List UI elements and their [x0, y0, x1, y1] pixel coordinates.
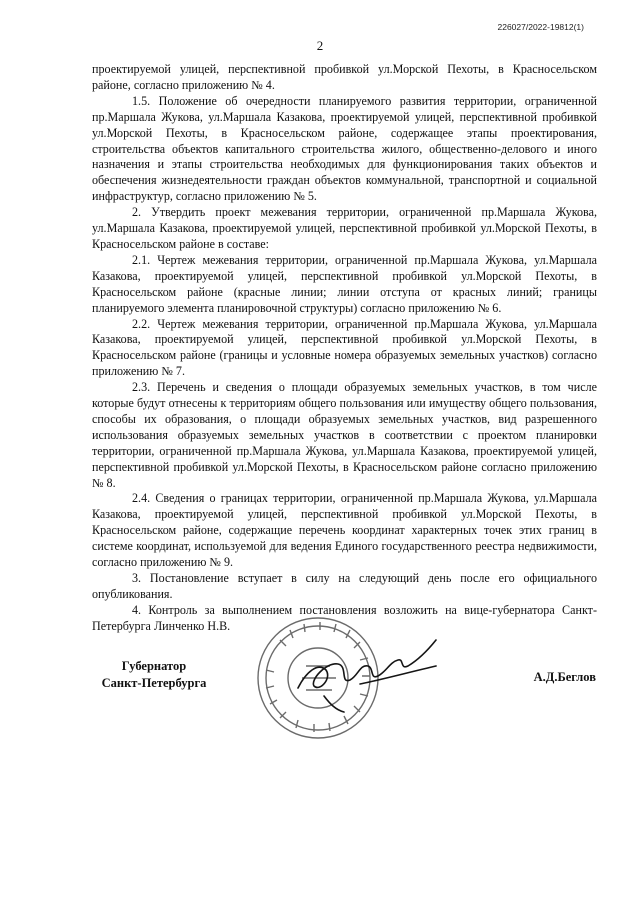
- official-seal-and-signature: [240, 600, 450, 740]
- signatory-title-line2: Санкт-Петербурга: [101, 676, 207, 690]
- paragraph-4: 4. Контроль за выполнением постановления возложить на вице-губернатора Санкт-Петербурга Линченко Н.В.: [92, 602, 597, 633]
- paragraph-continuation: проектируемой улицей, перспективной пробивкой ул.Морской Пехоты, в Красносельском районе, согласно приложению № 4.: [92, 62, 597, 92]
- paragraph-2-2: 2.2. Чертеж межевания территории, ограниченной пр.Маршала Жукова, ул.Маршала Казакова, проектируемой улицей, перспективной пробивкой ул.Морской Пехоты, в Красносельском районе (границы и условные номера образуемых земельных участков) согласно приложению № 7.: [92, 316, 597, 379]
- signatory-title: [92, 658, 216, 692]
- document-number: 226027/2022-19812(1): [497, 22, 584, 32]
- paragraph-3: 3. Постановление вступает в силу на следующий день после его официального опубликования.: [92, 571, 597, 601]
- paragraph-2-1: 2.1. Чертеж межевания территории, ограниченной пр.Маршала Жукова, ул.Маршала Казакова, проектируемой улицей, перспективной пробивкой ул.Морской Пехоты, в Красносельском районе (красные линии; линии отступа от красных линий; границы планируемого элемента планировочной структуры) согласно приложению № 6.: [92, 252, 597, 315]
- round-seal: [258, 618, 378, 738]
- paragraph-2: 2. Утвердить проект межевания территории, ограниченной пр.Маршала Жукова, ул.Маршала Казакова, проектируемой улицей, перспективной пробивкой ул.Морской Пехоты, в Красносельском районе в составе:: [92, 205, 597, 251]
- paragraph-1-5: 1.5. Положение об очередности планируемого развития территории, ограниченной пр.Маршала Жукова, ул.Маршала Казакова, проектируемой улицей, перспективной пробивкой ул.Морской Пехоты, в Красносельском районе, содержащее этапы проектирования, строительства объектов капитального строительства жилого, общественно-делового и иного назначения и этапы строительства необходимых для функционирования таких объектов и обеспечения жизнедеятельности граждан объектов коммунальной, транспортной и социальной инфраструктур, согласно приложению № 5.: [92, 93, 597, 204]
- page-number: 2: [316, 38, 324, 53]
- paragraph-2-4: 2.4. Сведения о границах территории, ограниченной пр.Маршала Жукова, ул.Маршала Казакова, проектируемой улицей, перспективной пробивкой ул.Морской Пехоты, в Красносельском районе, содержащие перечень координат характерных точек этих границ в системе координат, используемой для ведения Единого государственного реестра недвижимости, согласно приложению № 9.: [92, 491, 597, 570]
- signatory-title-line1: Губернатор: [121, 659, 187, 673]
- document-body: [92, 62, 597, 635]
- signatory-name: А.Д.Беглов: [533, 670, 596, 684]
- paragraph-2-3: 2.3. Перечень и сведения о площади образуемых земельных участков, в том числе которые будут отнесены к территориям общего пользования или имуществу общего пользования, способы их образования, о площади образуемых земельных участков, вид разрешенного использования образуемых земельных участков в соответствии с проектом планировки территории, ограниченной пр.Маршала Жукова, ул.Маршала Казакова, проектируемой улицей, перспективной пробивкой ул.Морской Пехоты, в Красносельском районе согласно приложению № 8.: [92, 380, 597, 490]
